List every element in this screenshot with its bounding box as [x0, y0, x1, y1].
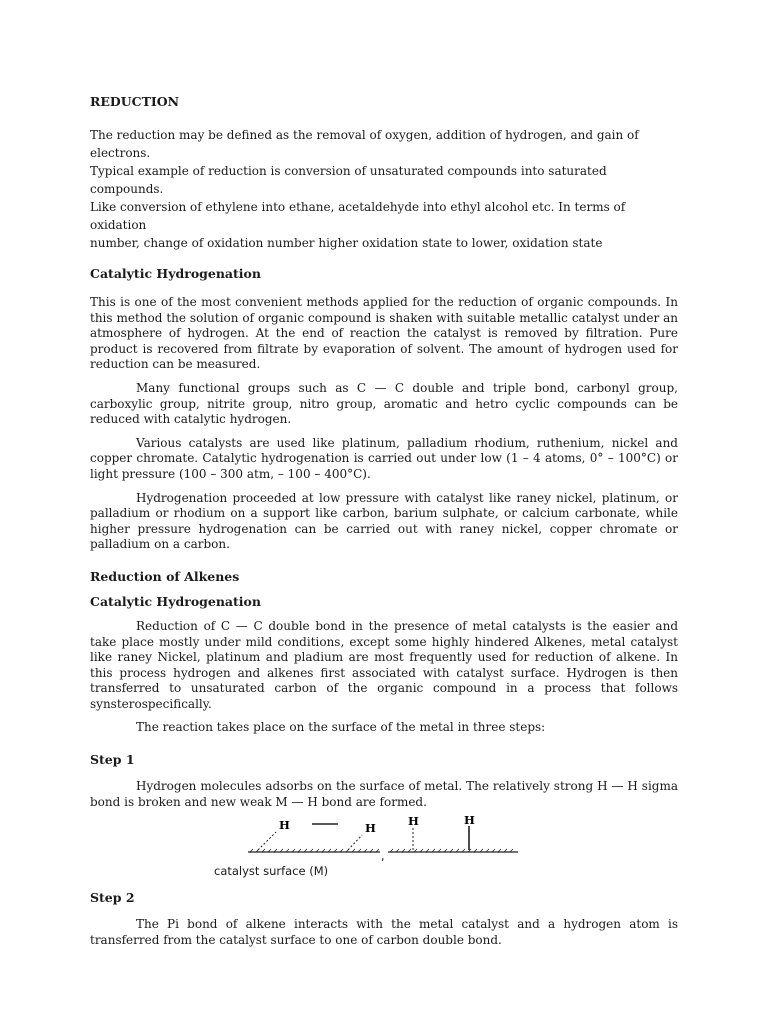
- adsorption-diagram: [90, 814, 678, 879]
- section-heading-reduction-of-alkenes: Reduction of Alkenes: [90, 568, 240, 584]
- intro-line: number, change of oxidation number higher oxidation state to lower, oxidation state: [90, 236, 603, 250]
- hydrogen-atom-label: H: [365, 821, 376, 836]
- paragraph: Various catalysts are used like platinum, palladium rhodium, ruthenium, nickel and copper chromate. Catalytic hydrogenation is carried out under low (1 – 4 atoms, 0° – 100°C) or light pressure (100 – 300 atm, – 100 – 400°C).: [90, 435, 678, 481]
- intro-line: The reduction may be defined as the removal of oxygen, addition of hydrogen, and gain of electrons.: [90, 128, 639, 160]
- intro-block: [90, 126, 678, 252]
- paragraph: Many functional groups such as C — C double and triple bond, carbonyl group, carboxylic group, nitrite group, nitro group, aromatic and hetro cyclic compounds can be reduced with catalytic hydrogen.: [90, 380, 678, 427]
- hydrogen-atom-label: H: [464, 814, 475, 828]
- step-1-text: Hydrogen molecules adsorbs on the surface of metal. The relatively strong H — H sigma bond is broken and new weak M — H bond are formed.: [90, 779, 678, 809]
- dashed-bond-left: [258, 832, 276, 850]
- adsorption-diagram-svg: [90, 814, 678, 876]
- dashed-bond-middle: [348, 835, 362, 850]
- paragraph: Hydrogenation proceeded at low pressure with catalyst like raney nickel, platinum, or palladium or rhodium on a support like carbon, barium sulphate, or calcium carbonate, while higher pressure hydrogenation can be carried out with raney nickel, copper chromate or palladium on a carbon.: [90, 490, 678, 552]
- diagram-caption: catalyst surface (M): [214, 864, 329, 879]
- step-2-heading: Step 2: [90, 890, 135, 906]
- section-heading-catalytic-hydrogenation: Catalytic Hydrogenation: [90, 266, 261, 281]
- intro-line: Like conversion of ethylene into ethane, acetaldehyde into ethyl alcohol etc. In terms of oxidation: [90, 200, 626, 232]
- paragraph: Reduction of C — C double bond in the presence of metal catalysts is the easier and take place mostly under mild conditions, except some highly hindered Alkenes, metal catalyst like raney Nickel, platinum and pladium are most frequently used for reduction of alkene. In this process hydrogen and alkenes first associated with catalyst surface. Hydrogen is then transferred to unsaturated carbon of the organic compound in a process that follows synsterospecifically.: [90, 618, 678, 711]
- subsection-heading-catalytic-hydrogenation: Catalytic Hydrogenation: [90, 593, 261, 609]
- paragraph: The reaction takes place on the surface of the metal in three steps:: [136, 720, 546, 735]
- step-2-text: The Pi bond of alkene interacts with the metal catalyst and a hydrogen atom is transferred from the catalyst surface to one of carbon double bond.: [90, 917, 678, 947]
- hydrogen-atom-label: H: [408, 814, 419, 829]
- hydrogen-atom-label: H: [279, 818, 290, 833]
- intro-line: Typical example of reduction is conversion of unsaturated compounds into saturated compounds.: [90, 164, 607, 196]
- step-1-heading: Step 1: [90, 752, 135, 768]
- separator-comma: ,: [381, 850, 385, 864]
- document-page: [90, 86, 678, 956]
- page-title: REDUCTION: [90, 94, 180, 109]
- paragraph: This is one of the most convenient methods applied for the reduction of organic compounds. In this method the solution of organic compound is shaken with suitable metallic catalyst under an atmosphere of hydrogen. At the end of reaction the catalyst is removed by filtration. Pure product is recovered from filtrate by evaporation of solvent. The amount of hydrogen used for reduction can be measured.: [90, 295, 678, 372]
